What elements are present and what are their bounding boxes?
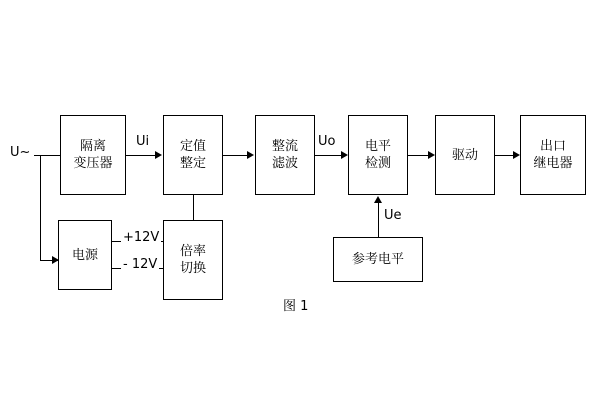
arrow-rectify-to-level [341,151,348,159]
block-output-relay-line2: 继电器 [533,156,573,171]
block-isolation-transformer-line2: 变压器 [73,156,113,171]
uo-label: Uo [318,134,336,149]
plus12v-label: +12V [123,230,160,245]
block-isolation-transformer-line1: 隔离 [79,139,106,154]
arrow-isolation-to-setting [155,151,162,159]
block-output-relay-line1: 出口 [539,139,566,154]
block-drive[interactable] [435,115,495,195]
figure-caption: 图 1 [283,299,309,314]
block-level-detect-line2: 检测 [364,156,391,171]
ue-label: Ue [384,208,402,223]
block-multiple-switch[interactable] [163,220,223,300]
block-multiple-switch-line1: 倍率 [179,244,206,259]
arrow-setting-to-rectify [247,151,254,159]
input-label: U~ [10,145,31,160]
arrow-reference-to-level [374,196,382,203]
input-branch-vertical [40,155,41,260]
block-power-supply-line1: 电源 [71,247,98,263]
block-setting-adjust-line2: 整定 [179,156,206,171]
line-multiple-to-setting [193,195,194,220]
ui-label: Ui [136,134,150,149]
block-isolation-transformer[interactable] [60,115,126,195]
block-output-relay[interactable] [520,115,586,195]
input-line [34,155,60,156]
line-reference-to-level [378,203,379,237]
block-rectify-filter-line2: 滤波 [271,156,298,171]
block-multiple-switch-line2: 切换 [179,261,206,276]
block-rectify-filter[interactable] [255,115,315,195]
block-reference-level[interactable] [333,237,423,282]
arrow-drive-to-output [513,151,520,159]
block-level-detect-line1: 电平 [364,139,391,154]
arrow-level-to-drive [428,151,435,159]
block-level-detect[interactable] [348,115,408,195]
block-reference-level-line1: 参考电平 [351,252,404,267]
block-power-supply[interactable] [58,220,112,290]
block-setting-adjust-line1: 定值 [179,139,206,154]
block-rectify-filter-line1: 整流 [271,139,298,154]
block-setting-adjust[interactable] [163,115,223,195]
block-drive-line1: 驱动 [451,147,478,163]
minus12v-label: - 12V [123,257,158,272]
